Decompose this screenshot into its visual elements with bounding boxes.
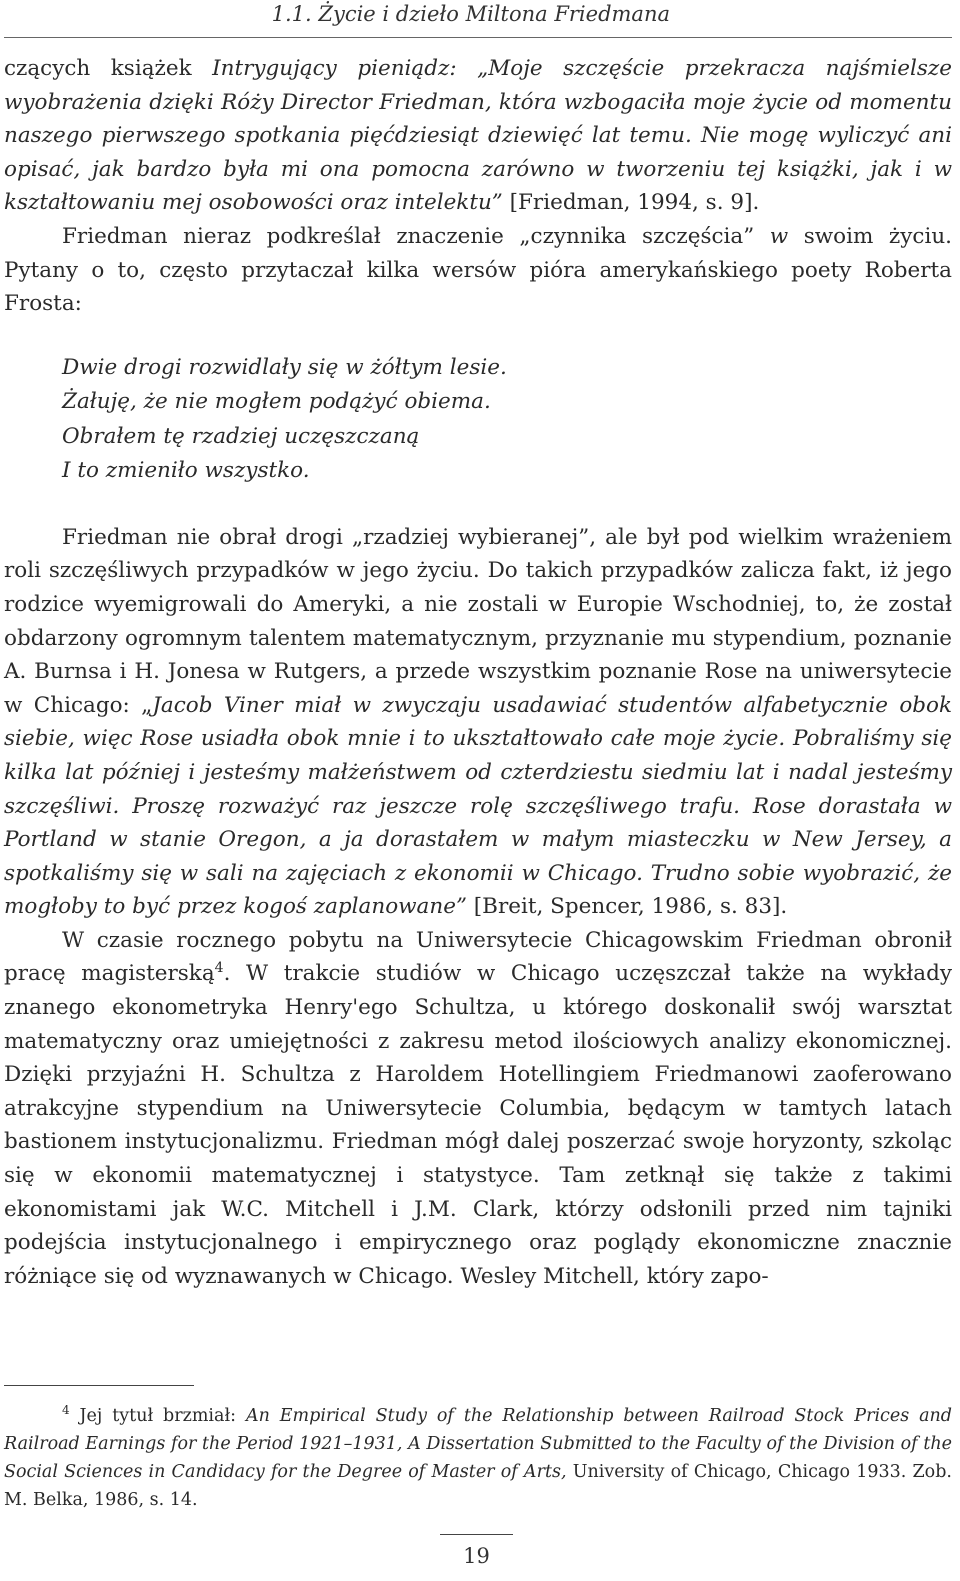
quote-italic: Jacob Viner miał w zwyczaju usadawiać studentów alfabetycznie obok siebie, więc Rose usiadła obok mnie i to ukształtowało całe moje życie. Pobraliśmy się kilka lat później i jesteśmy małżeństwem od czterdziestu siedmiu lat i nadal jesteśmy szczęśliwi. Proszę rozważyć raz jeszcze rolę szczęśliwego trafu. Rose dorastała w Portland w stanie Oregon, a ja dorastałem w małym miasteczku w New Jersey, a spotkaliśmy się w sali na zajęciach z ekonomii w Chicago. Trudno sobie wyobrazić, że mogłoby to być przez kogoś zaplanowane” <box>4 692 952 920</box>
running-header: 1.1. Życie i dzieło Miltona Friedmana <box>271 2 670 26</box>
text-span: czących książek <box>4 56 213 81</box>
poem-line: Żałuję, że nie mogłem podążyć obiema. <box>62 389 491 415</box>
text-span: swoim życiu. Pytany o to, często przytaczał kilka wersów pióra amerykańskiego poety Roberta Frosta: <box>4 223 952 317</box>
text-span: . W trakcie studiów w Chicago uczęszczał także na wykłady znanego ekonometryka Henry'ego Schultza, u którego doskonalił swój warsztat matematyczny oraz umiejętności z zakresu metod ilościowych analizy ekonomicznej. Dzięki przyjaźni H. Schultza z Haroldem Hotellingiem Friedmanowi zaoferowano atrakcyjne stypendium na Uniwersytecie Columbia, będącym w tamtych latach bastionem instytucjonalizmu. Friedman mógł dalej poszerzać swoje horyzonty, szkoląc się w ekonomii matematycznej i statystyce. Tam zetknął się także z takimi ekonomistami jak W.C. Mitchell i J.M. Clark, którzy odsłonili przed nim tajniki podejścia instytucjonalnego i empirycznego oraz poglądy ekonomiczne znacznie różniące się od wyznawanych w Chicago. Wesley Mitchell, który zapo- <box>4 961 952 1289</box>
paragraph-1 <box>4 52 952 220</box>
footnote <box>4 1402 952 1514</box>
text-span: W czasie rocznego pobytu na Uniwersytecie Chicagowskim Friedman obronił pracę magisterską <box>4 927 952 987</box>
page-number: 19 <box>463 1544 490 1568</box>
poem-line: Dwie drogi rozwidlały się w żółtym lesie. <box>62 354 507 380</box>
footnote-number: 4 <box>62 1403 70 1418</box>
paragraph-3 <box>4 521 952 924</box>
poem-quote <box>62 351 952 489</box>
header-divider <box>4 37 952 38</box>
footnote-divider <box>4 1385 194 1386</box>
poem-line: I to zmieniło wszystko. <box>62 458 310 484</box>
poem-line: Obrałem tę rzadziej uczęszczaną <box>62 423 420 449</box>
quote-italic: Intrygujący pieniądz: „Moje szczęście przekracza najśmielsze wyobrażenia dzięki Róży Director Friedman, która wzbogaciła moje życie od momentu naszego pierwszego spotkania pięćdziesiąt dziewięć lat temu. Nie mogę wyliczyć ani opisać, jak bardzo była mi ona pomocna zarówno w tworzeniu tej książki, jak i w kształtowaniu mej osobowości oraz intelektu” <box>4 56 952 216</box>
italic-word: w <box>769 223 789 249</box>
text-span: University of Chicago, Chicago 1933. Zob. M. Belka, 1986, s. 14. <box>4 1462 952 1510</box>
text-span: Friedman nie obrał drogi „rzadziej wybieranej”, ale był pod wielkim wrażeniem roli szczęśliwych przypadków w jego życiu. Do takich przypadków zalicza fakt, iż jego rodzice wyemigrowali do Ameryki, a nie zostali w Europie Wschodniej, to, że został obdarzony ogromnym talentem matematycznym, przyznanie mu stypendium, poznanie A. Burnsa i H. Jonesa w Rutgers, a przede wszystkim poznanie Rose na uniwersytecie w Chicago: „ <box>4 524 952 718</box>
text-span: Friedman nieraz podkreślał znaczenie „czynnika szczęścia” <box>62 223 770 249</box>
footnote-reference[interactable]: 4 <box>214 960 224 977</box>
footnote-title-italic: An Empirical Study of the Relationship between Railroad Stock Prices and Railroad Earnings for the Period 1921–1931, A Dissertation Submitted to the Faculty of the Division of the Social Sciences in Candidacy for the Degree of Master of Arts, <box>4 1406 952 1482</box>
citation: [Friedman, 1994, s. 9]. <box>502 190 760 216</box>
citation: [Breit, Spencer, 1986, s. 83]. <box>466 894 788 920</box>
paragraph-4 <box>4 924 952 1294</box>
paragraph-2 <box>4 220 952 321</box>
page-number-rule <box>440 1534 513 1535</box>
text-span: Jej tytuł brzmiał: <box>69 1406 246 1426</box>
main-text <box>4 52 952 1293</box>
